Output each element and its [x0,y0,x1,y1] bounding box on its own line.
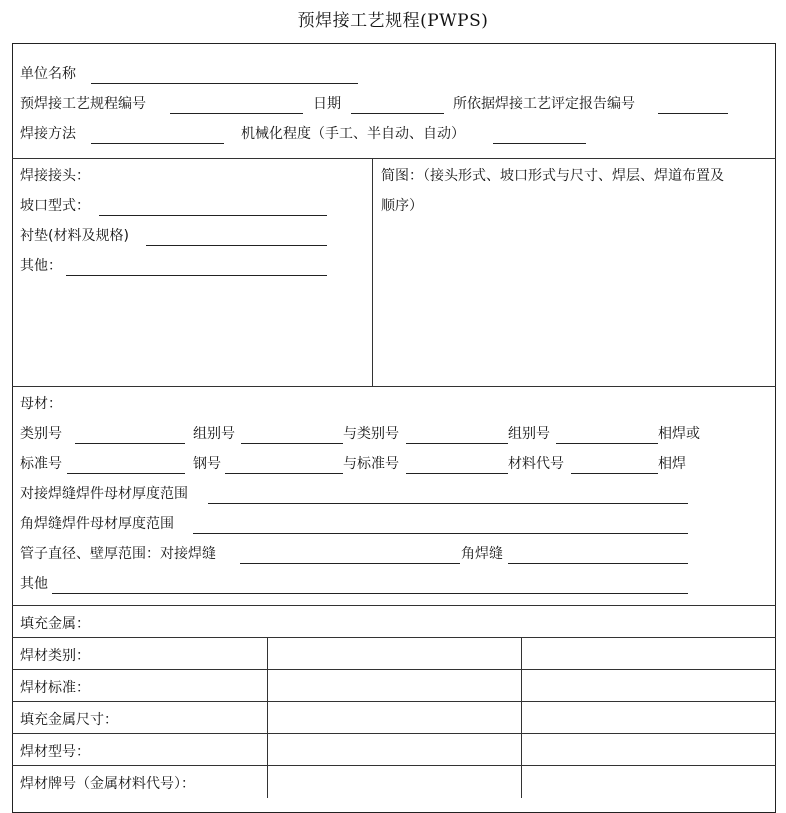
table-row-label: 焊材牌号（金属材料代号）： [20,776,195,792]
table-cell[interactable] [268,670,520,700]
joint-sketch-divider [372,158,373,386]
section-divider [12,386,776,387]
table-row-label: 焊材类别： [20,648,90,664]
table-cell[interactable] [522,734,775,764]
date-field[interactable] [351,113,444,114]
pqr-number-label: 所依据焊接工艺评定报告编号 [453,96,635,112]
base-metal-other-label: 其他 [20,576,48,592]
base-metal-heading: 母材： [20,396,62,412]
welding-process-label: 焊接方法 [20,126,76,142]
groove-type-field[interactable] [99,215,327,216]
table-row-label: 焊材标准： [20,680,90,696]
table-cell[interactable] [522,702,775,732]
with-category-number-field[interactable] [406,443,508,444]
steel-grade-label: 钢号 [193,456,221,472]
mechanization-label: 机械化程度（手工、半自动、自动） [241,126,465,142]
document-title: 预焊接工艺规程(PWPS) [297,11,489,31]
table-cell[interactable] [522,766,775,796]
weld-with-label: 相焊 [658,456,686,472]
pipe-fillet-weld-field[interactable] [508,563,688,564]
butt-weld-thickness-label: 对接焊缝焊件母材厚度范围 [20,486,188,502]
mechanization-field[interactable] [493,143,586,144]
table-cell[interactable] [268,734,520,764]
fillet-weld-thickness-label: 角焊缝焊件母材厚度范围 [20,516,174,532]
filler-metal-heading: 填充金属： [20,616,90,632]
backing-field[interactable] [146,245,327,246]
joint-other-field[interactable] [66,275,327,276]
table-cell[interactable] [522,638,775,668]
category-number-field[interactable] [75,443,185,444]
unit-name-label: 单位名称 [20,66,76,82]
group-number-label: 组别号 [193,426,235,442]
welding-process-field[interactable] [91,143,224,144]
table-cell[interactable] [268,766,520,796]
pwps-number-field[interactable] [170,113,303,114]
table-cell[interactable] [268,702,520,732]
sketch-caption: 简图：（接头形式、坡口形式与尺寸、焊层、焊道布置及 [381,168,724,184]
group-number-field[interactable] [241,443,343,444]
fillet-weld-thickness-field[interactable] [193,533,688,534]
pwps-number-label: 预焊接工艺规程编号 [20,96,146,112]
unit-name-field[interactable] [91,83,358,84]
standard-number-field[interactable] [67,473,185,474]
with-standard-number-label: 与标准号 [343,456,399,472]
category-number-label: 类别号 [20,426,62,442]
standard-number-label: 标准号 [20,456,62,472]
butt-weld-thickness-field[interactable] [208,503,688,504]
table-row-label: 填充金属尺寸： [20,712,118,728]
sketch-caption-continued: 顺序） [381,198,423,214]
group-number-2-field[interactable] [556,443,658,444]
group-number-2-label: 组别号 [508,426,550,442]
groove-type-label: 坡口型式： [20,198,90,214]
material-code-label: 材料代号 [508,456,564,472]
date-label: 日期 [313,96,341,112]
pqr-number-field[interactable] [658,113,728,114]
with-standard-number-field[interactable] [406,473,508,474]
base-metal-other-field[interactable] [52,593,688,594]
table-row-label: 焊材型号： [20,744,90,760]
pipe-fillet-weld-label: 角焊缝 [461,546,503,562]
backing-label: 衬垫(材料及规格) [20,228,129,244]
section-divider [12,158,776,159]
material-code-field[interactable] [571,473,658,474]
joint-heading: 焊接接头： [20,168,90,184]
pipe-butt-weld-field[interactable] [240,563,460,564]
joint-other-label: 其他： [20,258,62,274]
section-divider [12,605,776,606]
weld-with-or-label: 相焊或 [658,426,700,442]
table-cell[interactable] [268,638,520,668]
steel-grade-field[interactable] [225,473,343,474]
table-cell[interactable] [522,670,775,700]
pipe-range-label: 管子直径、壁厚范围：对接焊缝 [20,546,216,562]
with-category-number-label: 与类别号 [343,426,399,442]
